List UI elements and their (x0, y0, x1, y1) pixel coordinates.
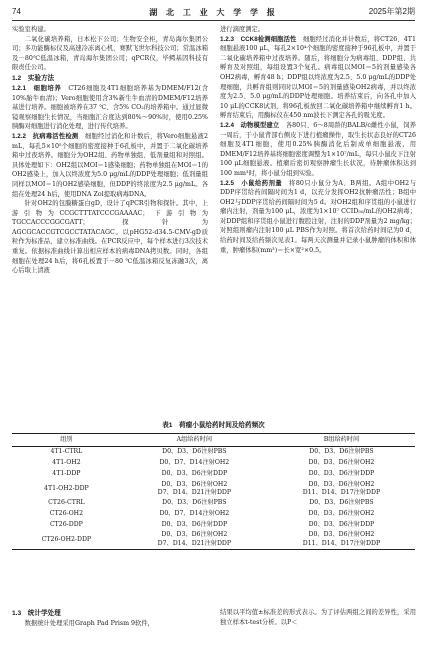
cell-line: D7、D14、D21注射DDP (157, 488, 232, 496)
cell-line: D0、D3、D6注射DDP (308, 469, 375, 477)
paragraph: 数据统计处理采用Graph Pad Prism 9软件， (24, 620, 154, 627)
bottom-right-column (220, 608, 416, 627)
subsection-body: 细胞经过消化和计数后，将Vero细胞悬液2 mL，每孔5×10⁵个细胞的密度接种于6孔板中，并置于二氧化碳培养箱中过夜培养。细胞分为OH2组、药物单独组、低剂量组和对照组。具体处理如下：OH2组以MOI＝1感染细胞；药物单独组在MOI＝1的OH2感染上，加入以终浓度为5.0 μg/mL的DDP处理细胞；低剂量组同样以MOI＝1的OH2感染细胞，但DDP的终浓度为2.5 μg/mL。各组在处理24 h后，使用DNA Zol提取病毒DNA。 (12, 132, 208, 198)
header-b: B组给药时间 (268, 434, 415, 447)
cell-group: 4T1-DDP (52, 469, 81, 477)
cell-line: D0、D7、D14注射OH2 (159, 459, 230, 467)
cell-line: D0、D3、D6注射DDP (308, 520, 375, 528)
table-row (12, 469, 415, 480)
cell-line: D0、D3、D6注射OH2 (161, 531, 228, 539)
table-row (12, 520, 415, 531)
paragraph: 针对OH2的包膜糖蛋白gD，设计了qPCR引物和探针。其中，上游引物为CCGCTTTATCCCGAAAAC；下游引物为TGCCACCCGGCGATT；探针为AGCGCACCGTCGCCTATACAGC。以pHG52-d34.5-CMV-gD质粒作为标准品，建立标准曲线。在PCR反应中，每个样本进行3次技术重复。依据标准曲线计算出相应样本的病毒DNA拷贝数。同时，各组细胞在处理24 h后，将6孔板置于－80 ℃低温冰箱反复冻融3次，离心后取上清液 (12, 200, 208, 275)
cell-line: D0、D3、D6注射OH2 (161, 480, 228, 488)
page-header (12, 6, 415, 21)
paragraph: 结果以平均值±标准差的形式表示。为了评估两组之间的差异性，采用独立样本t-test分析。以P＜ (220, 609, 416, 626)
subsection-body: CT26细胞及4T1细胞培养基为DMEM/F12(含10%胎牛血清)；Vero细胞使用含3%新生牛血清的DMEM/F12培养基进行培养。细胞被培养在37 ℃、含5% CO₂的培养箱中。通过显微镜观察细胞生长情况，当细胞汇合度达到80%～90%时，使用0.25%胰酶对细胞进行消化处理，进行传代培养。 (12, 84, 209, 131)
cell-b (268, 509, 415, 520)
cell-a (121, 509, 268, 520)
subsection-paragraph (12, 84, 208, 132)
subsection-title: 1.2.5 小鼠给药剂量 (220, 179, 283, 187)
cell-line: D0、D3、D6注射PBS (162, 499, 227, 507)
subsection-paragraph (12, 132, 208, 199)
table-row (12, 447, 415, 458)
dosing-table (12, 421, 415, 550)
page-number: 74 (12, 7, 21, 16)
cell-a (121, 458, 268, 469)
left-column (12, 25, 208, 276)
subsection-body: 各80只、6～8周龄的BALB/c雌性小鼠，饲养一周后，于小鼠背部右侧皮下进行植瘤操作，取生长状态良好的CT26细胞及4T1细胞，使用0.25%胰酶消化后制成单细胞悬液，用DMEM/F12培养基将细胞密度调整为1×10⁷/mL，每只小鼠皮下注射100 μL细胞悬液。植瘤后密切观察肿瘤生长状况，待肿瘤体积达到100 mm³时，将小鼠分组到实验。 (220, 121, 416, 177)
paragraph: 实验室构建。 (12, 26, 50, 33)
table-header-row (12, 434, 415, 447)
cell-line: D7、D14、D21注射DDP (157, 539, 232, 547)
header-a: A组给药时间 (121, 434, 268, 447)
cell-b (268, 458, 415, 469)
subsection-body: 将80只小鼠分为A、B两组。A组中OH2与DDP序贯给药间隔时间为1 d，以充分发挥OH2抗肿瘤活性；B组中OH2与DDP序贯给药间隔时间为5 d。对OH2组和序贯组的小鼠进行瘤内注射，剂量为100 μL，浓度为1×10⁷ CCID₅₀/mL的OH2病毒；对DDP组和序贯组小鼠进行腹腔注射，注射的DDP剂量为2 mg/kg；对照组则瘤内注射100 μL PBS作为对照。将首次给药时间记为0 d，给药时间及给药频次见表1。每两天次测量并记录小鼠肿瘤的体积和体重，肿瘤体积(mm³)＝长×宽²×0.5。 (220, 179, 416, 254)
cell-group: 4T1-OH2 (52, 459, 81, 467)
table (12, 433, 415, 550)
section-heading: 1.2 实验方法 (12, 74, 55, 82)
cell-b (268, 498, 415, 509)
cell-b (268, 447, 415, 458)
cell-group: CT26-OH2 (49, 510, 84, 518)
bottom-left-column (12, 608, 208, 629)
right-column (220, 25, 416, 255)
cell-b (268, 479, 415, 498)
cell-group: CT26-CTRL (48, 499, 85, 507)
subsection-paragraph (220, 35, 416, 121)
cell-line: D0、D3、D6注射OH2 (308, 531, 375, 539)
table-row (12, 509, 415, 520)
subsection-title: 1.2.1 细胞培养 (12, 84, 62, 92)
paragraph: 进行滴度测定。 (220, 26, 265, 33)
paragraph: 二氧化碳培养箱，日本松下公司；生物安全柜，青岛海尔集团公司；多功能酶标仪及高速冷冻离心机，赛默飞世尔科技公司；常温冰箱及－80℃低温冰箱，青岛海尔集团公司；qPCR仪，毕鳄基因科技有限责任公司。 (12, 35, 208, 72)
subsection-title: 1.2.2 抗病毒活性检测 (12, 132, 79, 140)
subsection-paragraph (220, 179, 416, 256)
subsection-title: 1.2.4 动物模型建立 (220, 121, 280, 129)
cell-line: D0、D3、D6注射OH2 (308, 510, 375, 518)
cell-b (268, 530, 415, 549)
subsection-body: 细胞经过消化并计数后，将CT26、4T1细胞悬液100 μL，每孔2×10⁴个细胞的密度接种于96孔板中，并置于二氧化碳培养箱中过夜培养。随后，将细胞分为病毒组、DDP组、共孵育及对照组，每组设置3个复孔。病毒组以MOI＝5的剂量感染各OH2病毒，孵育48 h；DDP组以终浓度为2.5、5.0 μg/mL的DDP处理细胞，共孵育组则同时以MOI＝5的剂量感染OH2病毒，并以终浓度为2.5、5.0 μg/mL的DDP处理细胞。培养结束后，向各孔中加入10 μL的CCK8试剂，将96孔板放回二氧化碳培养箱中继续孵育1 h。孵育结束后，用酶标仪在450 nm波长下测定各孔的吸光度。 (220, 35, 416, 120)
cell-line: D0、D7、D14注射OH2 (159, 510, 230, 518)
table-caption: 表1 荷瘤小鼠给药时间及给药频次 (162, 422, 265, 429)
section-heading: 1.3 统计学处理 (12, 610, 61, 617)
table-row (12, 498, 415, 509)
table-row (12, 479, 415, 498)
cell-a (121, 530, 268, 549)
cell-line: D0、D3、D6注射PBS (309, 499, 374, 507)
cell-b (268, 469, 415, 480)
table-row (12, 530, 415, 549)
cell-line: D11、D14、D17注射DDP (302, 488, 381, 496)
cell-line: D11、D14、D17注射DDP (302, 539, 381, 547)
cell-b (268, 520, 415, 531)
cell-a (121, 479, 268, 498)
table-row (12, 458, 415, 469)
cell-group: 4T1-CTRL (50, 448, 83, 456)
cell-line: D0、D3、D6注射DDP (161, 520, 228, 528)
cell-line: D0、D3、D6注射DDP (161, 469, 228, 477)
cell-line: D0、D3、D6注射PBS (162, 448, 227, 456)
cell-group: CT26-OH2-DDP (12, 530, 121, 549)
cell-group: CT26-DDP (49, 520, 83, 528)
subsection-paragraph (220, 121, 416, 179)
cell-a (121, 520, 268, 531)
journal-title: 湖 北 工 业 大 学 学 报 (149, 7, 278, 17)
issue-label: 2025年第2期 (368, 7, 415, 16)
subsection-title: 1.2.3 CCK8检测细胞活性 (220, 35, 297, 43)
cell-line: D0、D3、D6注射OH2 (308, 480, 375, 488)
cell-a (121, 469, 268, 480)
header-group: 组别 (12, 434, 121, 447)
cell-a (121, 447, 268, 458)
cell-a (121, 498, 268, 509)
cell-line: D0、D3、D6注射OH2 (308, 459, 375, 467)
cell-line: D0、D3、D6注射PBS (309, 448, 374, 456)
cell-group: 4T1-OH2-DDP (44, 484, 89, 492)
